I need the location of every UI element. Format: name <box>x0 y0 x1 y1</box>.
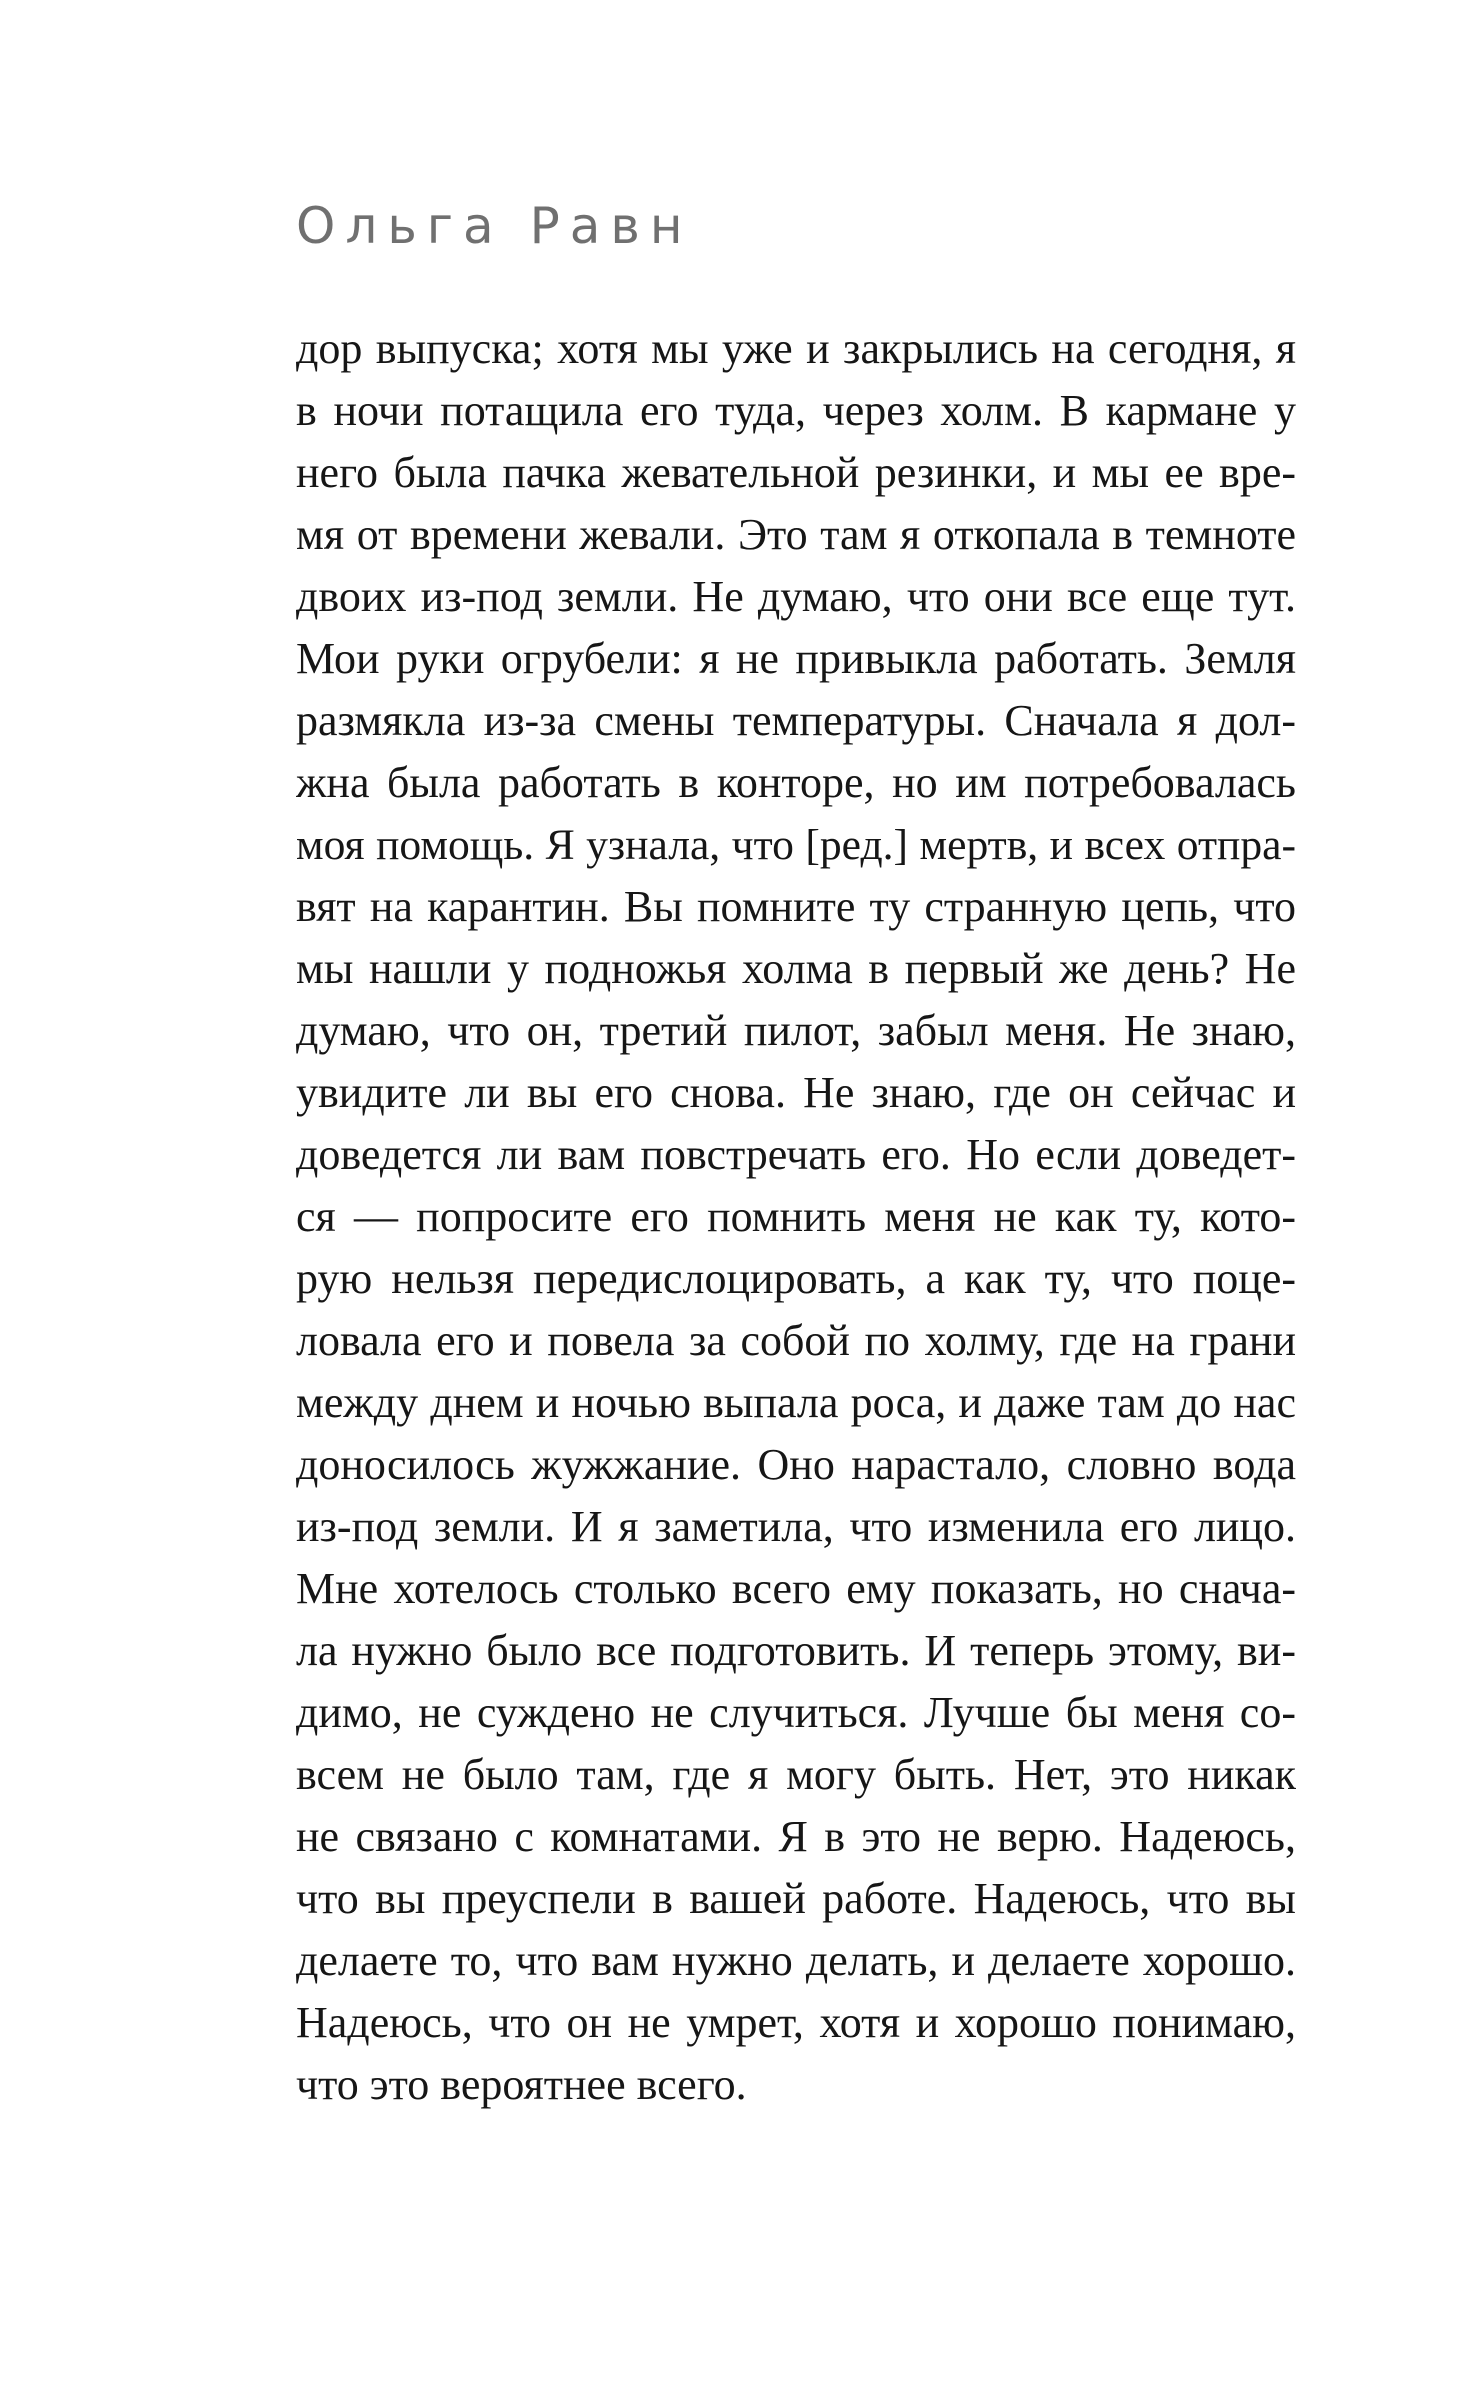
text-line: него была пачка жевательной резинки, и мы ее вре- <box>296 448 1296 497</box>
text-line: доносилось жужжание. Оно нарастало, словно вода <box>296 1440 1296 1489</box>
text-line: что вы преуспели в вашей работе. Надеюсь, что вы <box>296 1874 1296 1923</box>
text-line: дор выпуска; хотя мы уже и закрылись на сегодня, я <box>296 324 1296 373</box>
text-line: ловала его и повела за собой по холму, где на грани <box>296 1316 1296 1365</box>
text-line: не связано с комнатами. Я в это не верю. Надеюсь, <box>296 1812 1296 1861</box>
text-line-last: что это вероятнее всего. <box>296 2060 747 2109</box>
text-line: ла нужно было все подготовить. И теперь этому, ви- <box>296 1626 1296 1675</box>
text-line: мя от времени жевали. Это там я откопала в темноте <box>296 510 1296 559</box>
text-line: Надеюсь, что он не умрет, хотя и хорошо понимаю, <box>296 1998 1296 2047</box>
text-line: думаю, что он, третий пилот, забыл меня. Не знаю, <box>296 1006 1296 1055</box>
text-line: димо, не суждено не случиться. Лучше бы меня со- <box>296 1688 1296 1737</box>
text-line: Мои руки огрубели: я не привыкла работать. Земля <box>296 634 1296 683</box>
text-line: ся — попросите его помнить меня не как ту, кото- <box>296 1192 1296 1241</box>
text-line: двоих из-под земли. Не думаю, что они все еще тут. <box>296 572 1296 621</box>
text-line: между днем и ночью выпала роса, и даже там до нас <box>296 1378 1296 1427</box>
text-line: из-под земли. И я заметила, что изменила его лицо. <box>296 1502 1296 1551</box>
text-line: в ночи потащила его туда, через холм. В кармане у <box>296 386 1296 435</box>
body-text <box>296 318 1296 2116</box>
text-line: размякла из-за смены температуры. Сначала я дол- <box>296 696 1296 745</box>
text-line: всем не было там, где я могу быть. Нет, это никак <box>296 1750 1296 1799</box>
text-line: мы нашли у подножья холма в первый же день? Не <box>296 944 1296 993</box>
text-line: доведется ли вам повстречать его. Но если доведет- <box>296 1130 1296 1179</box>
text-line: увидите ли вы его снова. Не знаю, где он сейчас и <box>296 1068 1296 1117</box>
running-header-author: Ольга Равн <box>296 197 693 255</box>
text-line: делаете то, что вам нужно делать, и делаете хорошо. <box>296 1936 1296 1985</box>
text-line: моя помощь. Я узнала, что [ред.] мертв, и всех отпра- <box>296 821 1296 869</box>
text-line: Мне хотелось столько всего ему показать, но снача- <box>296 1564 1296 1613</box>
text-line: вят на карантин. Вы помните ту странную цепь, что <box>296 882 1296 931</box>
text-line: жна была работать в конторе, но им потребовалась <box>296 758 1296 807</box>
text-line: рую нельзя передислоцировать, а как ту, что поце- <box>296 1254 1296 1303</box>
